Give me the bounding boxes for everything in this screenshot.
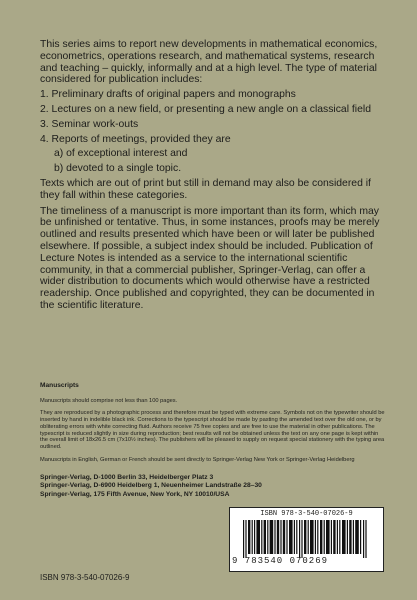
publisher-addresses (40, 474, 262, 499)
sublist-item: a) of exceptional interest and (54, 148, 188, 160)
address-line: Springer-Verlag, 175 Fifth Avenue, New York, NY 10010/USA (40, 490, 230, 498)
address-line: Springer-Verlag, D-1000 Berlin 33, Heidelberger Platz 3 (40, 474, 214, 481)
intro-paragraph: This series aims to report new developments in mathematical economics, econometrics, operations research, and mathematical systems, research and teaching – quickly, informally and at a high level. The type of material considered for publication includes: (40, 39, 378, 86)
sublist-item: b) devoted to a single topic. (54, 163, 182, 175)
manuscripts-heading: Manuscripts (40, 382, 79, 389)
barcode-digits: 9 783540 070269 (232, 556, 329, 566)
barcode-bars (243, 520, 371, 558)
manuscripts-paragraph: Manuscripts in English, German or French should be sent directly to Springer-Verlag New York or Springer-Verlag Heidelberg (40, 456, 355, 463)
intro-text-block (40, 39, 385, 312)
isbn-text: ISBN 978-3-540-07026-9 (40, 573, 130, 582)
manuscripts-paragraph: They are reproduced by a photographic process and therefore must be typed with extreme care. Symbols not on the typewriter should be inserted by hand in indelible black ink. Corrections to the typescript should be made by pasting the amended text over the old one, or by obliterating errors with white correcting fluid. Authors receive 75 free copies and are free to use the material in other publications. The typescript is reduced slightly in size during reproduction; best results will not be obtained unless the text on any one page is kept within the overall limit of 18x26.5 cm (7x10½ inches). The publishers will be pleased to supply on request special stationery with the typing area outlined. (40, 410, 385, 450)
barcode-isbn-label: ISBN 978-3-540-07026-9 (260, 510, 353, 518)
list-item: 4. Reports of meetings, provided they are (40, 133, 231, 145)
list-item: 3. Seminar work-outs (40, 118, 139, 130)
manuscripts-section (40, 383, 385, 469)
barcode (229, 507, 384, 572)
timeliness-paragraph: The timeliness of a manuscript is more important than its form, which may be unfinished or tentative. Thus, in some instances, proofs may be merely outlined and results presented which have been or will later be published elsewhere. If possible, a subject index should be included. Publication of Lecture Notes is intended as a service to the international scientific community, in that a commercial publisher, Springer-Verlag, can offer a wider distribution to documents which would otherwise have a restricted readership. Once published and copyrighted, they can be documented in the scientific literature. (40, 205, 380, 311)
out-of-print-paragraph: Texts which are out of print but still in demand may also be considered if they fall within these categories. (40, 177, 371, 201)
list-item: 1. Preliminary drafts of original papers and monographs (40, 89, 296, 101)
address-line: Springer-Verlag, D-6900 Heidelberg 1, Neuenheimer Landstraße 28–30 (40, 482, 262, 490)
list-item: 2. Lectures on a new field, or presenting a new angle on a classical field (40, 103, 371, 115)
manuscripts-paragraph: Manuscripts should comprise not less than 100 pages. (40, 397, 178, 404)
material-list (40, 89, 385, 175)
